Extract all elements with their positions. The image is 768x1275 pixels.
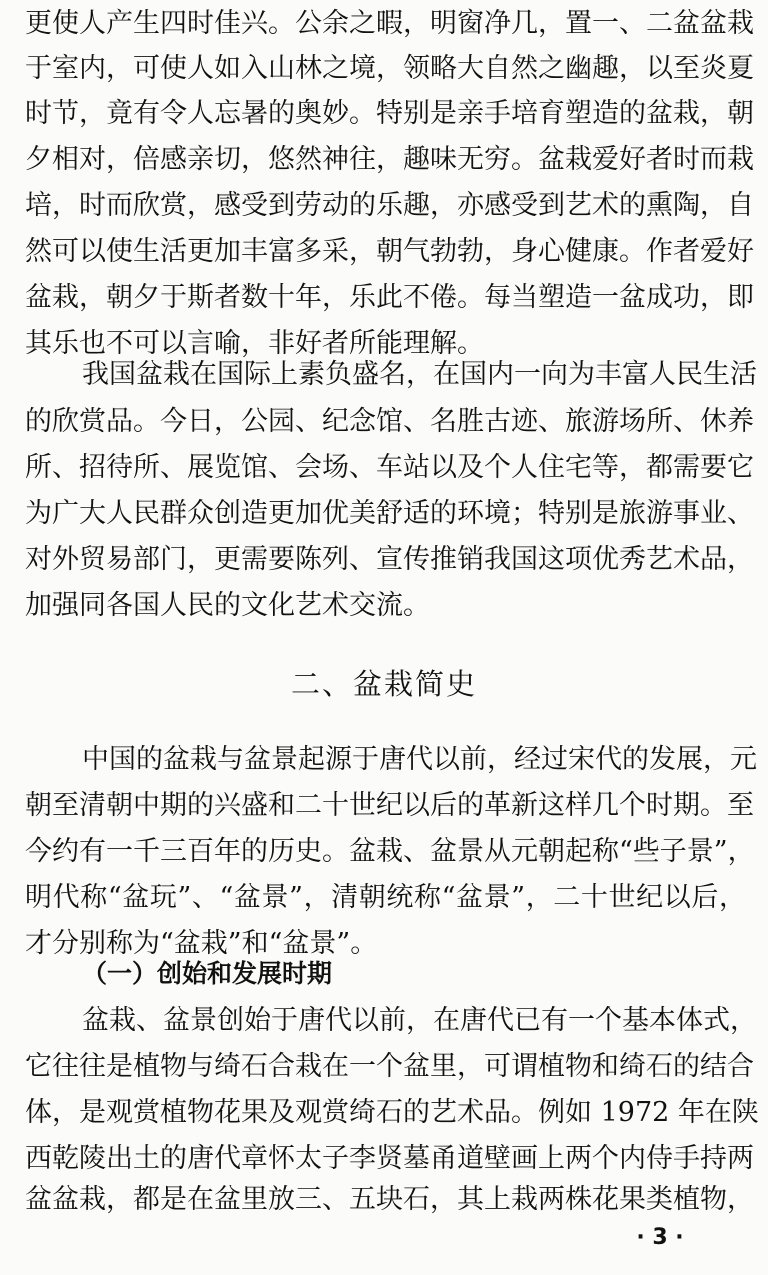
text-line: 时节，竟有令人忘暑的奥妙。特别是亲手培育塑造的盆栽，朝 [25,98,754,129]
text-line: 其乐也不可以言喻，非好者所能理解。 [25,328,484,359]
text-line: 中国的盆栽与盆景起源于唐代以前，经过宋代的发展，元 [82,744,757,775]
text-line: 体，是观赏植物花果及观赏绮石的艺术品。例如 1972 年在陕 [25,1097,759,1128]
text-line: 所、招待所、展览馆、会场、车站以及个人住宅等，都需要它 [25,452,754,483]
text-line: 盆栽、盆景创始于唐代以前，在唐代已有一个基本体式， [82,1005,757,1036]
text-line: 今约有一千三百年的历史。盆栽、盆景从元朝起称“些子景”， [25,836,755,867]
text-line: 夕相对，倍感亲切，悠然神往，趣味无穷。盆栽爱好者时而栽 [25,144,754,175]
text-line: 对外贸易部门，更需要陈列、宣传推销我国这项优秀艺术品， [25,544,754,575]
text-line: 更使人产生四时佳兴。公余之暇，明窗净几，置一、二盆盆栽 [25,8,754,39]
text-line: 培，时而欣赏，感受到劳动的乐趣，亦感受到艺术的熏陶，自 [25,190,754,221]
text-line: 明代称“盆玩”、“盆景”，清朝统称“盆景”，二十世纪以后， [25,882,746,913]
text-line: 于室内，可使人如入山林之境，领略大自然之幽趣，以至炎夏 [25,53,754,84]
text-line: 的欣赏品。今日，公园、纪念馆、名胜古迹、旅游场所、休养 [25,406,754,437]
text-line: 盆盆栽，都是在盆里放三、五块石，其上栽两株花果类植物， [25,1184,754,1215]
text-line: 它往往是植物与绮石合栽在一个盆里，可谓植物和绮石的结合 [25,1051,754,1082]
text-line: 朝至清朝中期的兴盛和二十世纪以后的革新这样几个时期。至 [25,790,754,821]
page-number: · 3 · [636,1225,684,1250]
text-line: 加强同各国人民的文化艺术交流。 [25,590,430,621]
subsection-heading: （一）创始和发展时期 [82,959,333,988]
text-line: 才分别称为“盆栽”和“盆景”。 [25,928,378,959]
section-heading: 二、盆栽简史 [290,667,477,701]
text-line: 盆栽，朝夕于斯者数十年，乐此不倦。每当塑造一盆成功，即 [25,282,754,313]
text-line: 我国盆栽在国际上素负盛名，在国内一向为丰富人民生活 [82,359,757,390]
text-line: 为广大人民群众创造更加优美舒适的环境；特别是旅游事业、 [25,498,754,529]
text-line: 西乾陵出土的唐代章怀太子李贤墓甬道壁画上两个内侍手持两 [25,1143,754,1174]
text-line: 然可以使生活更加丰富多采，朝气勃勃，身心健康。作者爱好 [25,236,754,267]
